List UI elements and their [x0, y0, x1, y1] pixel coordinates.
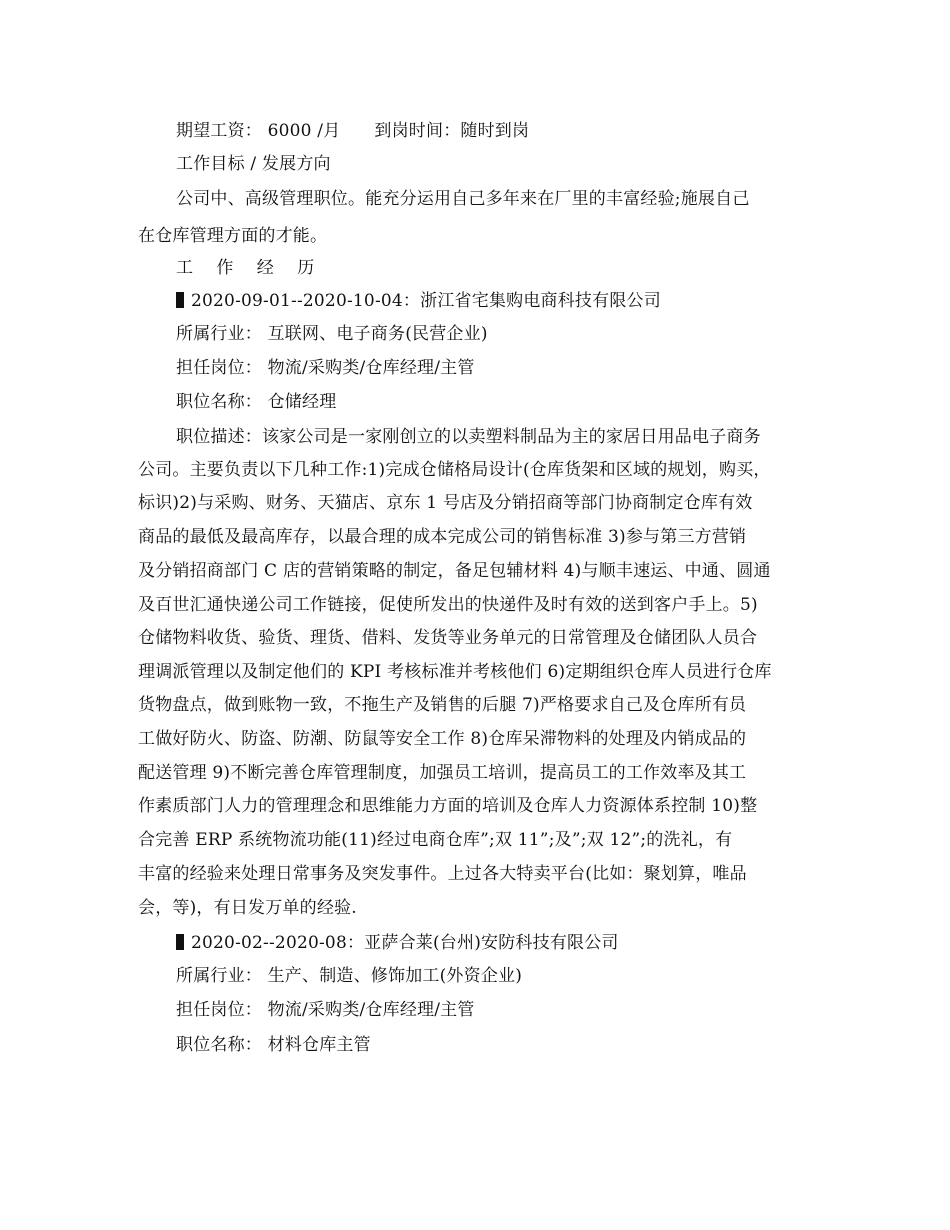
objective-line: 公司中、高级管理职位。能充分运用自己多年来在厂里的丰富经验;施展自己 — [176, 189, 750, 209]
job-description-line: 货物盘点，做到账物一致，不拖生产及销售的后腿 7)严格要求自己及仓库所有员 — [138, 695, 747, 715]
job-description-line: 仓储物料收货、验货、理货、借料、发货等业务单元的日常管理及仓储团队人员合 — [138, 628, 758, 648]
expectation-line — [176, 120, 529, 142]
job-title-line — [176, 932, 619, 954]
job-title-line — [176, 290, 661, 312]
bullet-marker — [176, 934, 184, 950]
job-description-line: 工做好防火、防盗、防潮、防鼠等安全工作 8)仓库呆滞物料的处理及内销成品的 — [138, 729, 747, 749]
job-industry: 所属行业： 互联网、电子商务(民营企业) — [176, 324, 488, 344]
objective-heading: 工作目标 / 发展方向 — [176, 154, 331, 174]
job-position: 职位名称： 材料仓库主管 — [176, 1035, 371, 1055]
job-description-line: 合完善 ERP 系统物流功能(11)经过电商仓库”;双 11”;及”;双 12”;的洗礼，有 — [138, 830, 733, 850]
job-description-line: 理调派管理以及制定他们的 KPI 考核标准并考核他们 6)定期组织仓库人员进行仓库 — [138, 662, 772, 682]
job-description-line: 作素质部门人力的管理理念和思维能力方面的培训及仓库人力资源体系控制 10)整 — [138, 796, 758, 816]
objective-line: 在仓库管理方面的才能。 — [138, 226, 328, 246]
experience-heading: 工 作 经 历 — [176, 258, 324, 278]
job-description-line: 商品的最低及最高库存，以最合理的成本完成公司的销售标准 3)参与第三方营销 — [138, 527, 747, 547]
expected-salary: 期望工资： 6000 /月 — [176, 121, 341, 141]
job-description-line: 及分销招商部门 C 店的营销策略的制定，备足包辅材料 4)与顺丰速运、中通、圆通 — [138, 561, 771, 581]
job-period-company: 2020-02--2020-08：亚萨合莱(台州)安防科技有限公司 — [191, 933, 619, 953]
job-description-line: 配送管理 9)不断完善仓库管理制度，加强员工培训，提高员工的工作效率及其工 — [138, 763, 747, 783]
bullet-marker — [176, 292, 184, 308]
job-post: 担任岗位： 物流/采购类/仓库经理/主管 — [176, 1000, 475, 1020]
job-description-line: 标识)2)与采购、财务、天猫店、京东 1 号店及分销招商等部门协商制定仓库有效 — [138, 493, 753, 513]
job-description-line: 会，等)，有日发万单的经验. — [138, 898, 357, 918]
job-post: 担任岗位： 物流/采购类/仓库经理/主管 — [176, 358, 475, 378]
job-industry: 所属行业： 生产、制造、修饰加工(外资企业) — [176, 966, 523, 986]
job-position: 职位名称： 仓储经理 — [176, 392, 337, 412]
job-period-company: 2020-09-01--2020-10-04：浙江省宅集购电商科技有限公司 — [191, 291, 661, 311]
job-description-line: 及百世汇通快递公司工作链接，促使所发出的快递件及时有效的送到客户手上。5) — [138, 595, 758, 615]
job-description-line: 职位描述：该家公司是一家刚创立的以卖塑料制品为主的家居日用品电子商务 — [176, 427, 761, 447]
job-description-line: 公司。主要负责以下几种工作:1)完成仓储格局设计(仓库货架和区域的规划，购买， — [138, 460, 771, 480]
arrival-time: 到岗时间：随时到岗 — [374, 121, 530, 141]
job-description-line: 丰富的经验来处理日常事务及突发事件。上过各大特卖平台(比如：聚划算，唯品 — [138, 864, 747, 884]
